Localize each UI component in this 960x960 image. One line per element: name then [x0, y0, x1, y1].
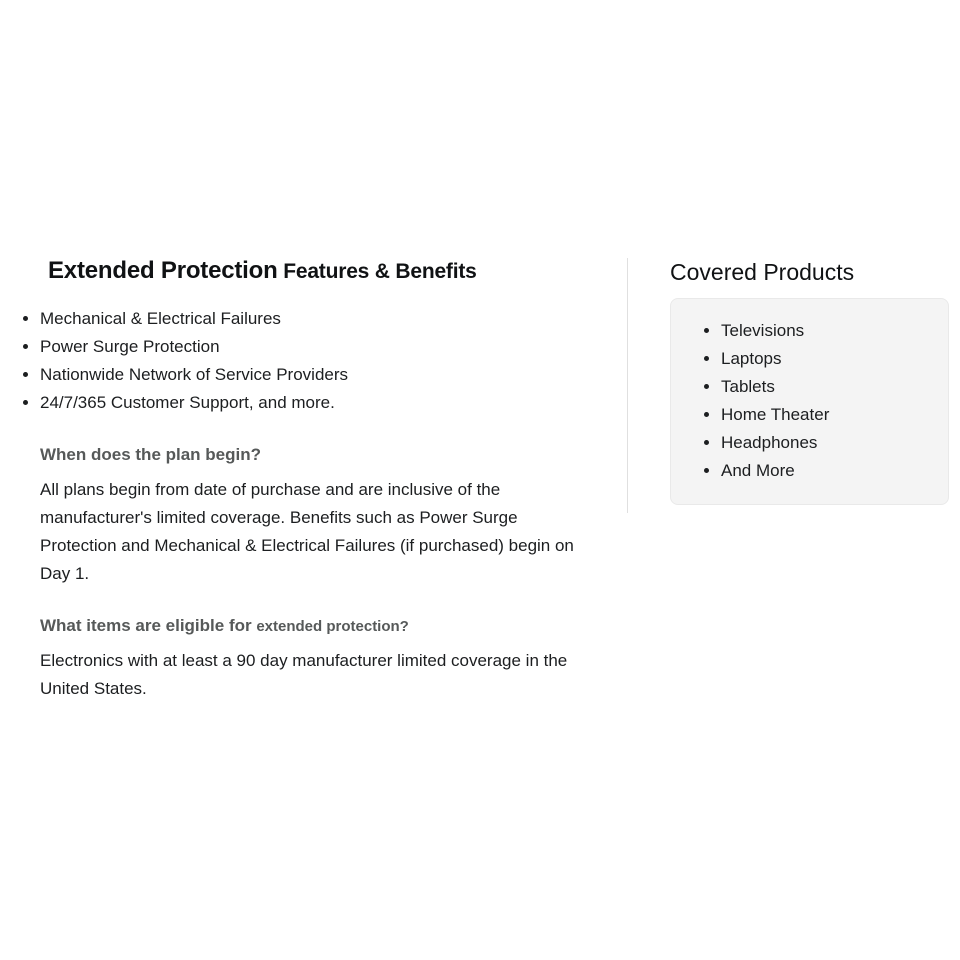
covered-product-item: • Laptops [721, 345, 932, 373]
covered-product-item: • Home Theater [721, 401, 932, 429]
covered-products-column [670, 258, 949, 505]
covered-products-list [693, 317, 932, 485]
page-title-primary: Extended Protection [48, 257, 278, 284]
faq-question-text: When does the plan begin? [40, 445, 261, 464]
page-title-secondary: Features & Benefits [277, 260, 477, 283]
feature-item: • Nationwide Network of Service Providers [40, 361, 602, 389]
faq-section-eligible-items [40, 614, 602, 703]
covered-product-item: • Headphones [721, 429, 932, 457]
faq-answer: All plans begin from date of purchase and are inclusive of the manufacturer's limited coverage. Benefits such as Power Surge Protection and Mechanical & Electrical Failures (if purchased) begin on Day 1. [40, 480, 574, 583]
faq-question-text: What items are eligible for [40, 616, 257, 635]
column-divider [627, 258, 628, 513]
faq-question-secondary-text: extended protection? [256, 618, 409, 635]
page-title [48, 256, 602, 287]
feature-item: • 24/7/365 Customer Support, and more. [40, 389, 602, 417]
covered-products-title: Covered Products [670, 259, 855, 285]
covered-product-item: • Tablets [721, 373, 932, 401]
faq-section-plan-begin [40, 443, 602, 588]
feature-item: • Mechanical & Electrical Failures [40, 305, 602, 333]
plan-details-column [12, 256, 602, 703]
faq-answer: Electronics with at least a 90 day manufacturer limited coverage in the United States. [40, 651, 568, 698]
covered-products-box [670, 298, 949, 505]
feature-list [12, 305, 602, 417]
covered-product-item: • And More [721, 457, 932, 485]
covered-product-item: • Televisions [721, 317, 932, 345]
faq-question [40, 443, 602, 468]
faq-question [40, 614, 602, 639]
feature-item: • Power Surge Protection [40, 333, 602, 361]
